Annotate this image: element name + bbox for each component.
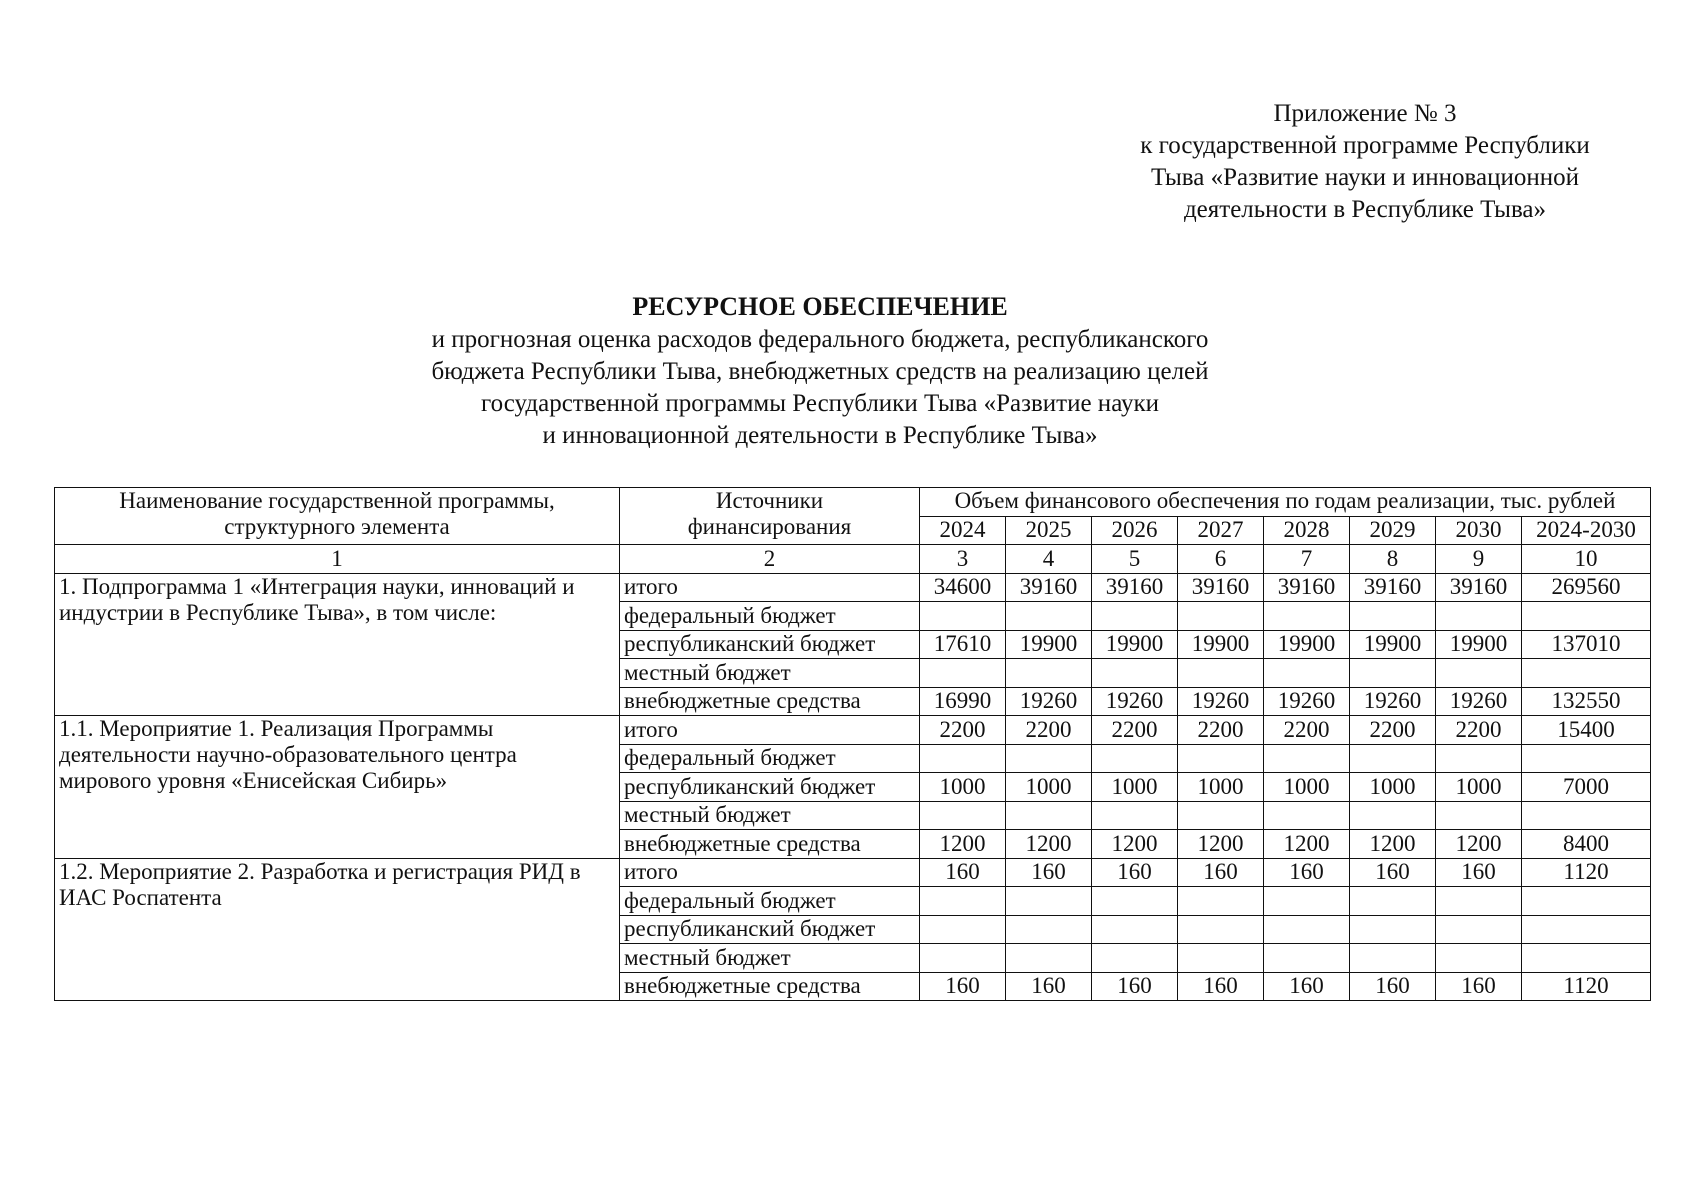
subtitle-line: и прогнозная оценка расходов федерального бюджета, республиканского: [431, 326, 1209, 353]
header-year: 2024-2030: [1522, 516, 1651, 545]
funding-value: 19260: [1178, 687, 1264, 716]
column-number: 5: [1092, 545, 1178, 574]
column-numbers-row: [55, 545, 1651, 574]
document-title: [320, 290, 1320, 452]
funding-value: [1264, 887, 1350, 916]
funding-value: [920, 887, 1006, 916]
funding-value: [1178, 744, 1264, 773]
column-number: 10: [1522, 545, 1651, 574]
funding-value: [1006, 602, 1092, 631]
funding-value: 19900: [1350, 630, 1436, 659]
column-number: 1: [55, 545, 620, 574]
header-name-column: Наименование государственной программы, структурного элемента: [55, 488, 620, 545]
funding-value: [1264, 915, 1350, 944]
funding-value: [1178, 915, 1264, 944]
funding-value: 19900: [1006, 630, 1092, 659]
funding-value: 160: [1264, 858, 1350, 887]
funding-value: 160: [1436, 972, 1522, 1001]
funding-value: [920, 659, 1006, 688]
funding-source: итого: [620, 573, 920, 602]
funding-value: [1522, 744, 1651, 773]
funding-value: 160: [1350, 972, 1436, 1001]
header-year: 2029: [1350, 516, 1436, 545]
header-source-column: Источники финансирования: [620, 488, 920, 545]
funding-value: [1436, 744, 1522, 773]
funding-value: [1264, 744, 1350, 773]
funding-value: 16990: [920, 687, 1006, 716]
funding-value: 1000: [1350, 773, 1436, 802]
funding-value: [1522, 801, 1651, 830]
funding-value: 19260: [1006, 687, 1092, 716]
funding-value: 39160: [1178, 573, 1264, 602]
column-number: 8: [1350, 545, 1436, 574]
funding-value: 2200: [920, 716, 1006, 745]
funding-value: [1350, 659, 1436, 688]
funding-value: 39160: [1350, 573, 1436, 602]
funding-value: [1522, 915, 1651, 944]
funding-value: 160: [1006, 858, 1092, 887]
funding-value: [1178, 944, 1264, 973]
funding-source: внебюджетные средства: [620, 972, 920, 1001]
subtitle-line: бюджета Республики Тыва, внебюджетных средств на реализацию целей: [431, 358, 1209, 385]
funding-source: республиканский бюджет: [620, 630, 920, 659]
funding-value: [1006, 887, 1092, 916]
funding-value: [1092, 944, 1178, 973]
funding-source: федеральный бюджет: [620, 744, 920, 773]
funding-value: [1436, 659, 1522, 688]
funding-source: местный бюджет: [620, 944, 920, 973]
funding-value: 132550: [1522, 687, 1651, 716]
column-number: 3: [920, 545, 1006, 574]
subtitle-line: государственной программы Республики Тыва «Развитие науки: [480, 390, 1160, 417]
funding-value: [1350, 801, 1436, 830]
funding-value: [1522, 602, 1651, 631]
funding-value: [1522, 944, 1651, 973]
table-row: [55, 858, 1651, 887]
funding-value: 1000: [1264, 773, 1350, 802]
funding-value: 19260: [1436, 687, 1522, 716]
budget-table: [54, 487, 1651, 1001]
header-year: 2026: [1092, 516, 1178, 545]
funding-value: 1200: [1350, 830, 1436, 859]
funding-value: [920, 801, 1006, 830]
funding-value: [1436, 801, 1522, 830]
header-year: 2030: [1436, 516, 1522, 545]
funding-value: [920, 915, 1006, 944]
funding-value: [1092, 659, 1178, 688]
funding-value: [1264, 659, 1350, 688]
structural-element-name: 1. Подпрограмма 1 «Интеграция науки, инноваций и индустрии в Республике Тыва», в том числе:: [55, 573, 620, 716]
funding-value: 1000: [920, 773, 1006, 802]
funding-source: республиканский бюджет: [620, 915, 920, 944]
funding-value: 34600: [920, 573, 1006, 602]
table-row: [55, 573, 1651, 602]
funding-value: [920, 944, 1006, 973]
appendix-note: [1085, 98, 1645, 226]
funding-value: [1264, 944, 1350, 973]
funding-source: внебюджетные средства: [620, 687, 920, 716]
funding-value: [1092, 915, 1178, 944]
funding-value: 137010: [1522, 630, 1651, 659]
appendix-line: к государственной программе Республики: [1140, 132, 1590, 159]
main-title: РЕСУРСНОЕ ОБЕСПЕЧЕНИЕ: [632, 292, 1008, 321]
funding-value: [1006, 801, 1092, 830]
funding-value: 2200: [1092, 716, 1178, 745]
funding-value: 2200: [1350, 716, 1436, 745]
funding-value: 269560: [1522, 573, 1651, 602]
funding-value: 19900: [1264, 630, 1350, 659]
column-number: 9: [1436, 545, 1522, 574]
header-year: 2028: [1264, 516, 1350, 545]
funding-value: [1092, 887, 1178, 916]
funding-value: [1350, 944, 1436, 973]
funding-value: 19900: [1092, 630, 1178, 659]
funding-value: 1200: [1006, 830, 1092, 859]
funding-source: федеральный бюджет: [620, 887, 920, 916]
funding-value: [1006, 659, 1092, 688]
funding-value: 1000: [1006, 773, 1092, 802]
funding-value: [1350, 915, 1436, 944]
funding-value: 1000: [1092, 773, 1178, 802]
funding-value: [1178, 887, 1264, 916]
funding-value: 160: [1178, 858, 1264, 887]
funding-value: [1350, 602, 1436, 631]
funding-value: 19260: [1264, 687, 1350, 716]
funding-value: [920, 602, 1006, 631]
table-row: [55, 716, 1651, 745]
appendix-line: Тыва «Развитие науки и инновационной: [1150, 164, 1580, 191]
funding-value: 160: [1092, 858, 1178, 887]
funding-value: [1436, 887, 1522, 916]
structural-element-name: 1.2. Мероприятие 2. Разработка и регистрация РИД в ИАС Роспатента: [55, 858, 620, 1001]
funding-value: [1350, 744, 1436, 773]
funding-value: [1178, 602, 1264, 631]
header-year: 2024: [920, 516, 1006, 545]
funding-value: 2200: [1436, 716, 1522, 745]
funding-value: 160: [920, 858, 1006, 887]
funding-value: [1264, 602, 1350, 631]
funding-value: 160: [1092, 972, 1178, 1001]
funding-value: 15400: [1522, 716, 1651, 745]
funding-value: [1092, 744, 1178, 773]
funding-source: внебюджетные средства: [620, 830, 920, 859]
column-number: 2: [620, 545, 920, 574]
funding-value: 7000: [1522, 773, 1651, 802]
funding-value: 39160: [1006, 573, 1092, 602]
funding-value: [1436, 602, 1522, 631]
funding-value: [920, 744, 1006, 773]
funding-value: 160: [920, 972, 1006, 1001]
table-body: [55, 573, 1651, 1001]
funding-value: 39160: [1436, 573, 1522, 602]
funding-value: 39160: [1092, 573, 1178, 602]
appendix-line: деятельности в Республике Тыва»: [1183, 196, 1547, 223]
column-number: 6: [1178, 545, 1264, 574]
funding-value: 160: [1178, 972, 1264, 1001]
funding-value: 19900: [1436, 630, 1522, 659]
funding-value: 1200: [920, 830, 1006, 859]
funding-value: [1350, 887, 1436, 916]
header-year: 2025: [1006, 516, 1092, 545]
funding-value: [1522, 659, 1651, 688]
funding-value: 1200: [1436, 830, 1522, 859]
funding-value: 1200: [1264, 830, 1350, 859]
funding-value: [1178, 659, 1264, 688]
subtitle-line: и инновационной деятельности в Республике Тыва»: [542, 422, 1098, 449]
funding-value: 1120: [1522, 858, 1651, 887]
funding-value: 17610: [920, 630, 1006, 659]
funding-value: 1200: [1092, 830, 1178, 859]
header-row: [55, 488, 1651, 517]
funding-value: [1006, 915, 1092, 944]
funding-source: итого: [620, 858, 920, 887]
funding-value: 2200: [1178, 716, 1264, 745]
funding-value: 160: [1350, 858, 1436, 887]
funding-value: 8400: [1522, 830, 1651, 859]
column-number: 4: [1006, 545, 1092, 574]
funding-value: 160: [1006, 972, 1092, 1001]
funding-source: местный бюджет: [620, 659, 920, 688]
appendix-line: Приложение № 3: [1273, 100, 1457, 127]
funding-source: местный бюджет: [620, 801, 920, 830]
funding-value: 39160: [1264, 573, 1350, 602]
funding-value: 19260: [1092, 687, 1178, 716]
funding-value: 19900: [1178, 630, 1264, 659]
funding-value: 1120: [1522, 972, 1651, 1001]
funding-value: 1000: [1178, 773, 1264, 802]
funding-value: [1092, 801, 1178, 830]
structural-element-name: 1.1. Мероприятие 1. Реализация Программы деятельности научно-образовательного центра мирового уровня «Енисейская Сибирь»: [55, 716, 620, 859]
funding-value: [1006, 744, 1092, 773]
funding-value: 19260: [1350, 687, 1436, 716]
funding-value: [1092, 602, 1178, 631]
funding-value: 2200: [1006, 716, 1092, 745]
funding-value: [1436, 944, 1522, 973]
funding-source: итого: [620, 716, 920, 745]
funding-value: 160: [1264, 972, 1350, 1001]
funding-value: 1200: [1178, 830, 1264, 859]
funding-value: [1006, 944, 1092, 973]
header-volume-column: Объем финансового обеспечения по годам реализации, тыс. рублей: [920, 488, 1651, 517]
column-number: 7: [1264, 545, 1350, 574]
funding-value: 1000: [1436, 773, 1522, 802]
funding-source: республиканский бюджет: [620, 773, 920, 802]
funding-value: [1264, 801, 1350, 830]
funding-source: федеральный бюджет: [620, 602, 920, 631]
funding-value: 2200: [1264, 716, 1350, 745]
funding-value: [1436, 915, 1522, 944]
funding-value: [1178, 801, 1264, 830]
funding-value: 160: [1436, 858, 1522, 887]
funding-value: [1522, 887, 1651, 916]
header-year: 2027: [1178, 516, 1264, 545]
